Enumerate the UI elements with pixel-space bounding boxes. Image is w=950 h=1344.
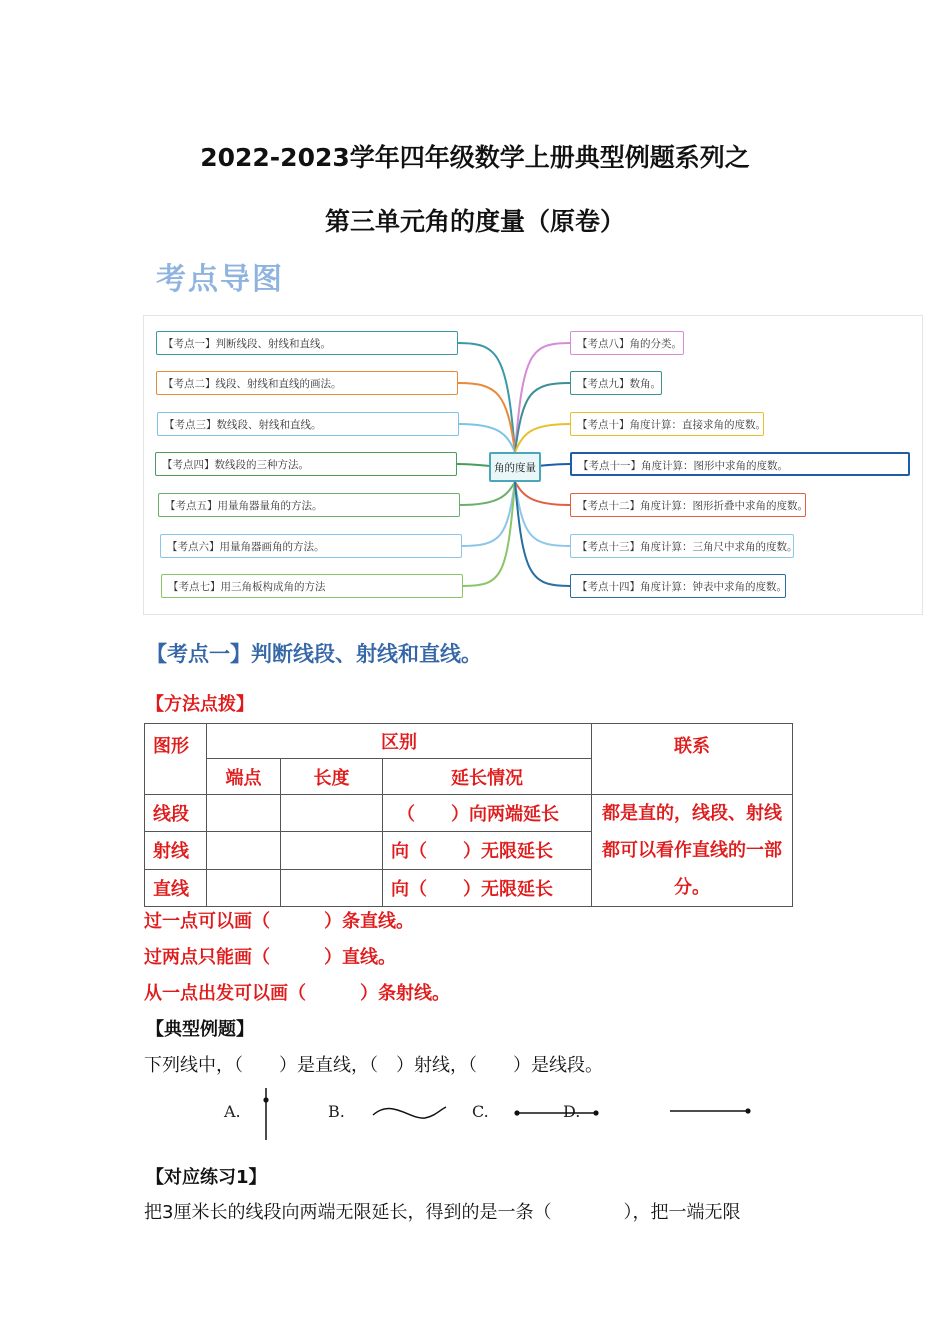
- row-extension: 向（ ）无限延长: [383, 832, 592, 869]
- row-name: 射线: [145, 832, 207, 869]
- mindmap-connector: [459, 424, 515, 452]
- mindmap-node-left-2: 【考点二】线段、射线和直线的画法。: [156, 371, 458, 395]
- mindmap-connector: [458, 343, 515, 452]
- option-a-label: A.: [224, 1102, 241, 1121]
- th-difference: 区别: [207, 724, 592, 759]
- mindmap-connector: [460, 482, 515, 505]
- mindmap-node-right-13: 【考点十三】角度计算：三角尺中求角的度数。: [570, 534, 794, 558]
- cell-empty: [207, 832, 281, 869]
- option-c-label: C.: [472, 1102, 489, 1121]
- practice-text: 把3厘米长的线段向两端无限延长，得到的是一条（ ），把一端无限: [144, 1202, 741, 1223]
- mindmap-center-node: 角的度量: [489, 452, 541, 482]
- option-b-label: B.: [328, 1102, 345, 1121]
- mindmap-heading: 考点导图: [156, 262, 284, 297]
- mindmap-node-right-10: 【考点十】角度计算：直接求角的度数。: [570, 412, 764, 436]
- section1-heading: 【考点一】判断线段、射线和直线。: [146, 642, 482, 666]
- cell-empty: [281, 869, 383, 906]
- mindmap-connector: [463, 482, 515, 586]
- fact-line: 从一点出发可以画（ ）条射线。: [144, 983, 450, 1004]
- mindmap-connector: [515, 482, 570, 505]
- document-title-line2: 第三单元角的度量（原卷）: [324, 207, 625, 236]
- mindmap-connector: [515, 482, 570, 586]
- row-name: 线段: [145, 795, 207, 832]
- row-extension: 向（ ）无限延长: [383, 869, 592, 906]
- th-figure: 图形: [145, 724, 207, 795]
- mindmap-node-right-14: 【考点十四】角度计算：钟表中求角的度数。: [570, 574, 786, 598]
- fact-line: 过一点可以画（ ）条直线。: [144, 911, 414, 932]
- mindmap-connector: [515, 343, 570, 452]
- mindmap-node-left-6: 【考点六】用量角器画角的方法。: [160, 534, 462, 558]
- mindmap-node-left-1: 【考点一】判断线段、射线和直线。: [156, 331, 458, 355]
- relation-cell: 都是直的，线段、射线都可以看作直线的一部分。: [592, 795, 793, 907]
- figure-b-curve: [373, 1107, 446, 1118]
- document-title-line1: 2022-2023学年四年级数学上册典型例题系列之: [200, 143, 750, 172]
- mindmap-node-right-9: 【考点九】数角。: [570, 371, 662, 395]
- fact-line: 过两点只能画（ ）直线。: [144, 947, 396, 968]
- mindmap: [143, 315, 923, 615]
- row-extension: （ ）向两端延长: [383, 795, 592, 832]
- cell-empty: [207, 795, 281, 832]
- figure-d-ray: [670, 1108, 751, 1113]
- method-table: [144, 723, 793, 907]
- option-d-label: D.: [563, 1102, 581, 1121]
- th-extension: 延长情况: [383, 759, 592, 795]
- mindmap-node-left-3: 【考点三】数线段、射线和直线。: [157, 412, 459, 436]
- mindmap-node-right-11: 【考点十一】角度计算：图形中求角的度数。: [570, 452, 910, 476]
- cell-empty: [207, 869, 281, 906]
- method-heading: 【方法点拨】: [146, 694, 254, 715]
- practice-heading: 【对应练习1】: [146, 1167, 267, 1188]
- cell-empty: [281, 832, 383, 869]
- th-endpoint: 端点: [207, 759, 281, 795]
- row-name: 直线: [145, 869, 207, 906]
- th-length: 长度: [281, 759, 383, 795]
- mindmap-connector: [515, 383, 570, 452]
- mindmap-node-left-4: 【考点四】数线段的三种方法。: [155, 452, 457, 476]
- th-relation: 联系: [592, 724, 793, 795]
- mindmap-node-right-8: 【考点八】角的分类。: [570, 331, 684, 355]
- mindmap-node-right-12: 【考点十二】角度计算：图形折叠中求角的度数。: [570, 493, 806, 517]
- mindmap-connector: [458, 383, 515, 452]
- mindmap-connector: [515, 424, 570, 452]
- option-figures: [0, 1080, 950, 1150]
- example-heading: 【典型例题】: [146, 1019, 254, 1040]
- figure-a-ray: [263, 1088, 268, 1140]
- cell-empty: [281, 795, 383, 832]
- figure-c-segment: [514, 1110, 598, 1115]
- mindmap-node-left-7: 【考点七】用三角板构成角的方法: [161, 574, 463, 598]
- example-question: 下列线中，（ ）是直线，（ ）射线，（ ）是线段。: [144, 1055, 603, 1076]
- mindmap-node-left-5: 【考点五】用量角器量角的方法。: [158, 493, 460, 517]
